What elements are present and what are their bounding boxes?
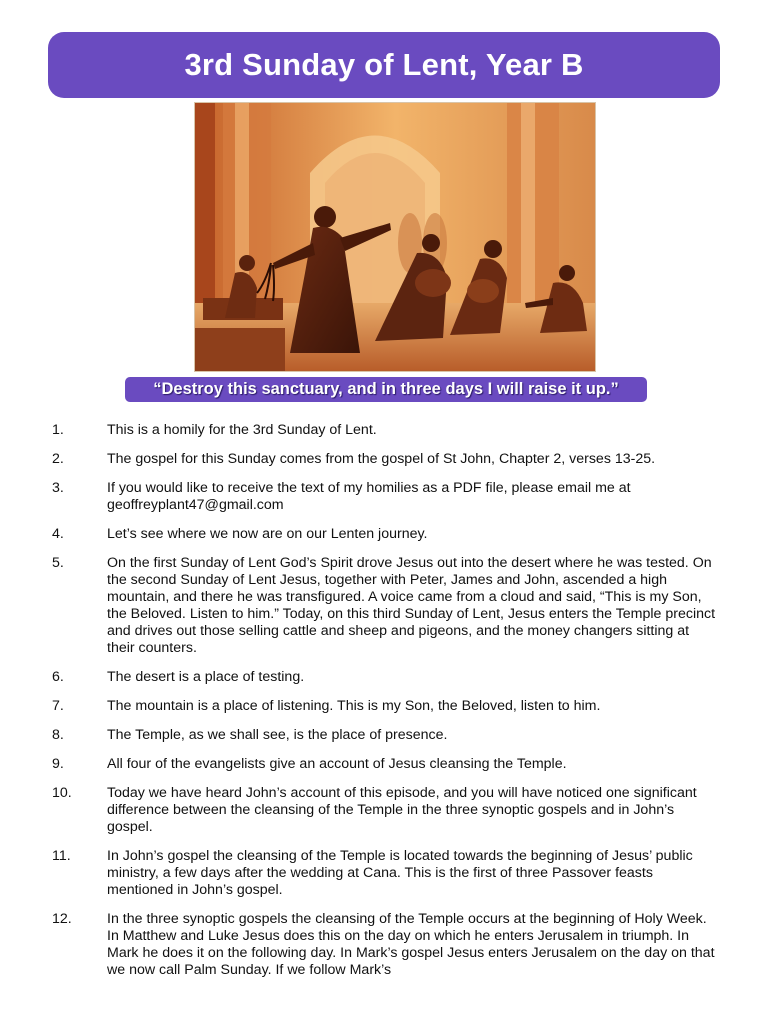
item-number: 5.: [52, 555, 64, 571]
item-number: 1.: [52, 422, 64, 438]
list-item: [0, 785, 768, 836]
page-title: 3rd Sunday of Lent, Year B: [184, 47, 584, 82]
item-text: This is a homily for the 3rd Sunday of Lent.: [107, 422, 377, 438]
list-item: [0, 698, 768, 715]
list-item: [0, 451, 768, 468]
item-number: 10.: [52, 785, 72, 801]
item-text: The desert is a place of testing.: [107, 669, 305, 685]
item-number: 6.: [52, 669, 64, 685]
list-item: [0, 911, 768, 979]
item-text: The mountain is a place of listening. This is my Son, the Beloved, listen to him.: [107, 698, 601, 714]
list-item: [0, 727, 768, 744]
list-item: [0, 669, 768, 686]
item-text: The gospel for this Sunday comes from the gospel of St John, Chapter 2, verses 13-25.: [107, 451, 656, 467]
list-item: [0, 756, 768, 773]
scripture-quote-bar: [125, 377, 647, 402]
item-number: 12.: [52, 911, 72, 927]
homily-points-list: [0, 422, 768, 991]
item-text: Let’s see where we now are on our Lenten journey.: [107, 526, 428, 542]
list-item: [0, 848, 768, 899]
item-text: In the three synoptic gospels the cleansing of the Temple occurs at the beginning of Holy Week. In Matthew and Luke Jesus does this on the day on which he enters Jerusalem in triumph. In Mark he does it on the following day. In Mark’s gospel Jesus enters Jerusalem on the day on that we now call Palm Sunday. If we follow Mark’s: [107, 911, 715, 978]
item-number: 9.: [52, 756, 64, 772]
temple-cleansing-illustration: [194, 102, 596, 372]
list-item: [0, 422, 768, 439]
item-number: 2.: [52, 451, 64, 467]
item-text: In John’s gospel the cleansing of the Temple is located towards the beginning of Jesus’ public ministry, a few days after the wedding at Cana. This is the first of three Passover feasts mentioned in John’s gospel.: [107, 848, 693, 898]
item-text: On the first Sunday of Lent God’s Spirit drove Jesus out into the desert where he was tested. On the second Sunday of Lent Jesus, together with Peter, James and John, ascended a high mountain, and there he was transfigured. A voice came from a cloud and said, “This is my Son, the Beloved. Listen to him.” Today, on this third Sunday of Lent, Jesus enters the Temple precinct and drives out those selling cattle and sheep and pigeons, and the money changers sitting at their counters.: [107, 555, 716, 656]
scripture-quote: “Destroy this sanctuary, and in three days I will raise it up.”: [153, 380, 619, 398]
illustration-svg: [195, 103, 595, 371]
item-text: All four of the evangelists give an account of Jesus cleansing the Temple.: [107, 756, 567, 772]
item-number: 8.: [52, 727, 64, 743]
item-number: 11.: [52, 848, 71, 864]
list-item: [0, 555, 768, 657]
item-number: 4.: [52, 526, 64, 542]
item-number: 7.: [52, 698, 64, 714]
list-item: [0, 480, 768, 514]
title-banner: [48, 32, 720, 98]
item-text: If you would like to receive the text of my homilies as a PDF file, please email me at geoffreyplant47@gmail.com: [107, 480, 631, 513]
item-text: Today we have heard John’s account of this episode, and you will have noticed one significant difference between the cleansing of the Temple in the three synoptic gospels and in John’s gospel.: [107, 785, 697, 835]
item-text: The Temple, as we shall see, is the place of presence.: [107, 727, 448, 743]
item-number: 3.: [52, 480, 64, 496]
list-item: [0, 526, 768, 543]
